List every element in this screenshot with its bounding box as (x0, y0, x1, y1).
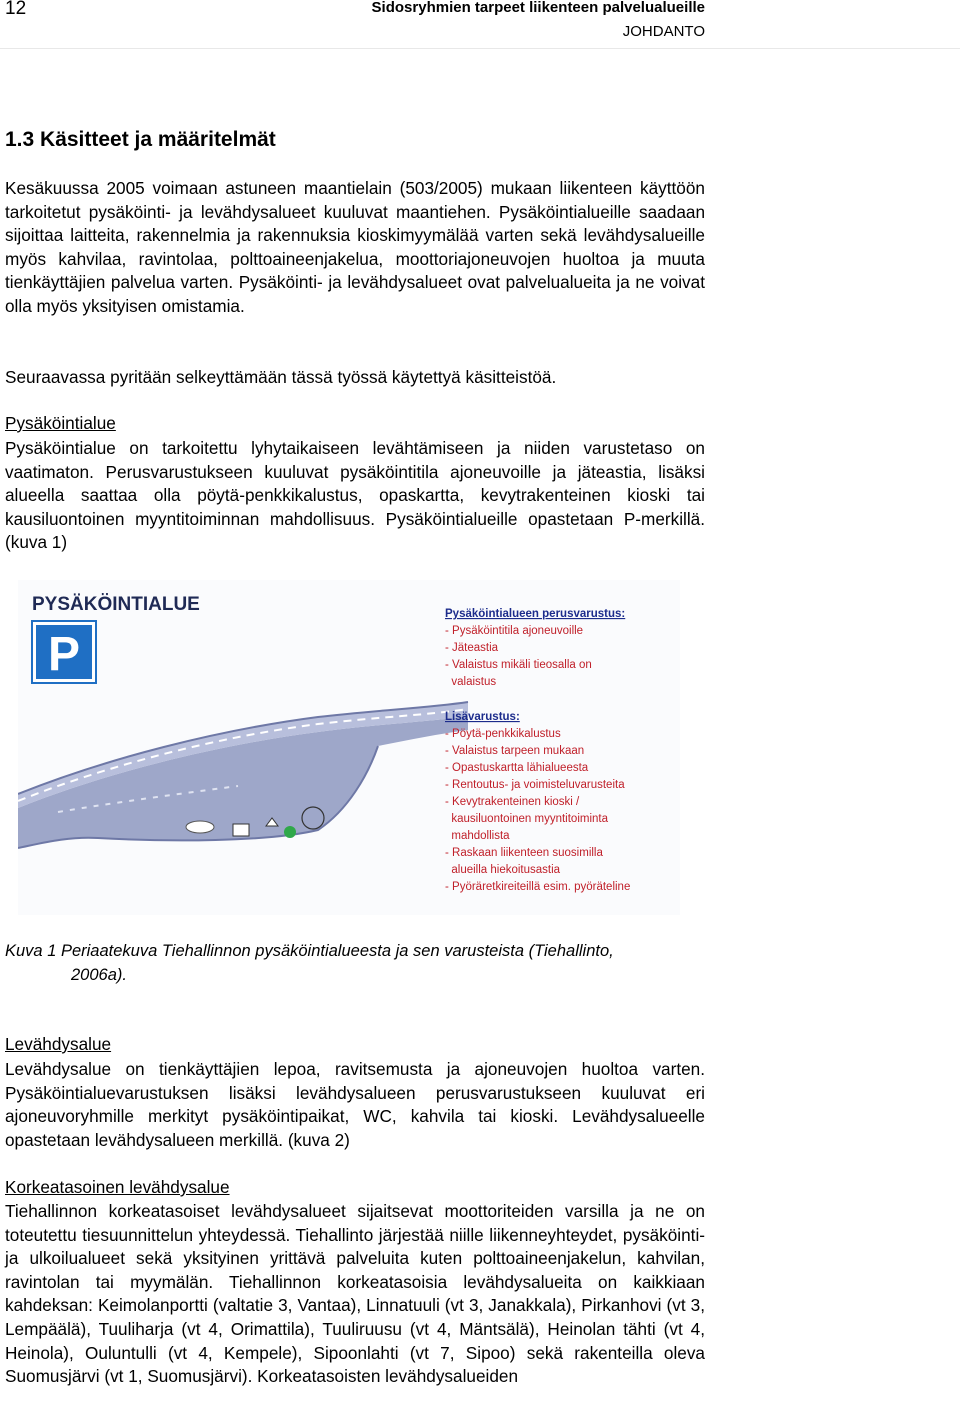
section-title: 1.3 Käsitteet ja määritelmät (5, 128, 276, 151)
basic-equipment-list (445, 608, 625, 688)
running-header-title: Sidosryhmien tarpeet liikenteen palvelualueille (371, 0, 705, 16)
extra-item: - Opastuskartta lähialueesta (445, 762, 589, 774)
term-text-korkeatasoinen: Tiehallinnon korkeatasoiset levähdysalueet sijaitsevat moottoriteiden varsilla ja ne on toteutettu tiesuunnittelun yhteydessä. Tiehallinto järjestää niille liikenneyhteydet, pysäköinti- ja ulkoilualueet sekä yksityinen yrittävä palveluita kuten polttoaineenjakelun, kahvilan, ravintolan tai myymälän. Tiehallinnon korkeatasoisia levähdysalueita on kaikkiaan kahdeksan: Keimolanportti (valtatie 3, Vantaa), Linnatuuli (vt 3, Janakkala), Pirkanhovi (vt 3, Lempäälä), Tuuliharja (vt 4, Orimattila), Tuuliruusu (vt 4, Mäntsälä), Heinolan tähti (vt 4, Heinola), Ouluntulli (vt 4, Kempele), Sipoonlahti (vt 7, Sipoo) sekä rakenteilla oleva Suomusjärvi (vt 1, Suomusjärvi). Korkeatasoisten levähdysalueiden (5, 1201, 705, 1387)
extra-equipment-list (445, 711, 630, 893)
extra-item: - Rentoutus- ja voimisteluvarusteita (445, 779, 625, 791)
term-title-korkeatasoinen: Korkeatasoinen levähdysalue (5, 1177, 230, 1197)
figure-caption-line2: 2006a). (71, 965, 127, 984)
basic-equipment-heading: Pysäköintialueen perusvarustus: (445, 608, 626, 620)
basic-item: - Valaistus mikäli tieosalla on (445, 659, 592, 671)
extra-equipment-heading: Lisävarustus: (445, 711, 520, 723)
intro-paragraph-2: Seuraavassa pyritään selkeyttämään tässä työssä käytettyä käsitteistöä. (5, 367, 557, 387)
car-icon (186, 821, 214, 833)
basic-item: - Jäteastia (445, 642, 499, 654)
basic-item: - Pysäköintitila ajoneuvoille (445, 625, 584, 637)
term-text-levahdysalue: Levähdysalue on tienkäyttäjien lepoa, ravitsemusta ja ajoneuvojen huoltoa varten. Pysäköintialuevarustuksen lisäksi levähdysalueen perusvarustukseen kuuluvat eri ajoneuvoryhmille merkityt pysäköintipaikat, WC, kahvila tai kioski. Levähdysalueelle opastetaan levähdysalueen merkillä. (kuva 2) (5, 1059, 705, 1150)
figure-caption-line1: Kuva 1 Periaatekuva Tiehallinnon pysäköintialueesta ja sen varusteista (Tiehallinto, (5, 942, 614, 960)
extra-item: mahdollista (445, 830, 510, 842)
term-title-pysakointialue: Pysäköintialue (5, 413, 116, 433)
basic-item: valaistus (445, 676, 497, 688)
running-header-section: JOHDANTO (622, 23, 705, 40)
parking-sign-icon (32, 621, 96, 683)
extra-item: - Valaistus tarpeen mukaan (445, 745, 585, 757)
extra-item: - Raskaan liikenteen suosimilla (445, 847, 603, 859)
term-title-levahdysalue: Levähdysalue (5, 1034, 112, 1054)
figure-title: PYSÄKÖINTIALUE (32, 594, 200, 615)
term-text-pysakointialue: Pysäköintialue on tarkoitettu lyhytaikaiseen levähtämiseen ja niiden varustetaso on vaatimaton. Perusvarustukseen kuuluvat pysäköintitila ajoneuvoille ja jäteastia, lisäksi alueella saattaa olla pöytä-penkkikalustus, opaskartta, kevytrakenteinen kioski tai kausiluontoinen myyntitoiminnan mahdollisuus. Pysäköintialueille opastetaan P-merkillä. (kuva 1) (5, 438, 705, 553)
page-number: 12 (5, 0, 27, 19)
bench-icon (233, 824, 249, 836)
figure-caption (5, 940, 705, 987)
extra-item: - Pyöräretkireiteillä esim. pyöräteline (445, 881, 631, 893)
extra-item: - Pöytä-penkkikalustus (445, 728, 561, 740)
header-rule (0, 48, 960, 49)
tree-icon (284, 826, 296, 838)
figure-parking-area (18, 580, 680, 915)
intro-paragraph: Kesäkuussa 2005 voimaan astuneen maantielain (503/2005) mukaan liikenteen käyttöön tarkoitetut pysäköinti- ja levähdysalueet kuuluvat maantiehen. Pysäköintialueille saadaan sijoittaa laitteita, rakennelmia ja rakennuksia kioskimyymälää varten sekä levähdysalueille myös kahvilaa, ravintolaa, polttoaineenjakelua, moottoriajoneuvojen huoltoa ja muuta tienkäyttäjien palvelua varten. Pysäköinti- ja levähdysalueet ovat palvelualueita ja ne voivat olla myös yksityisen omistamia. (5, 178, 705, 316)
extra-item: - Kevytrakenteinen kioski / (445, 796, 580, 808)
parking-sign-letter: P (47, 628, 81, 681)
extra-item: alueilla hiekoitusastia (445, 864, 561, 876)
running-header (330, 0, 705, 44)
extra-item: kausiluontoinen myyntitoiminta (445, 813, 608, 825)
